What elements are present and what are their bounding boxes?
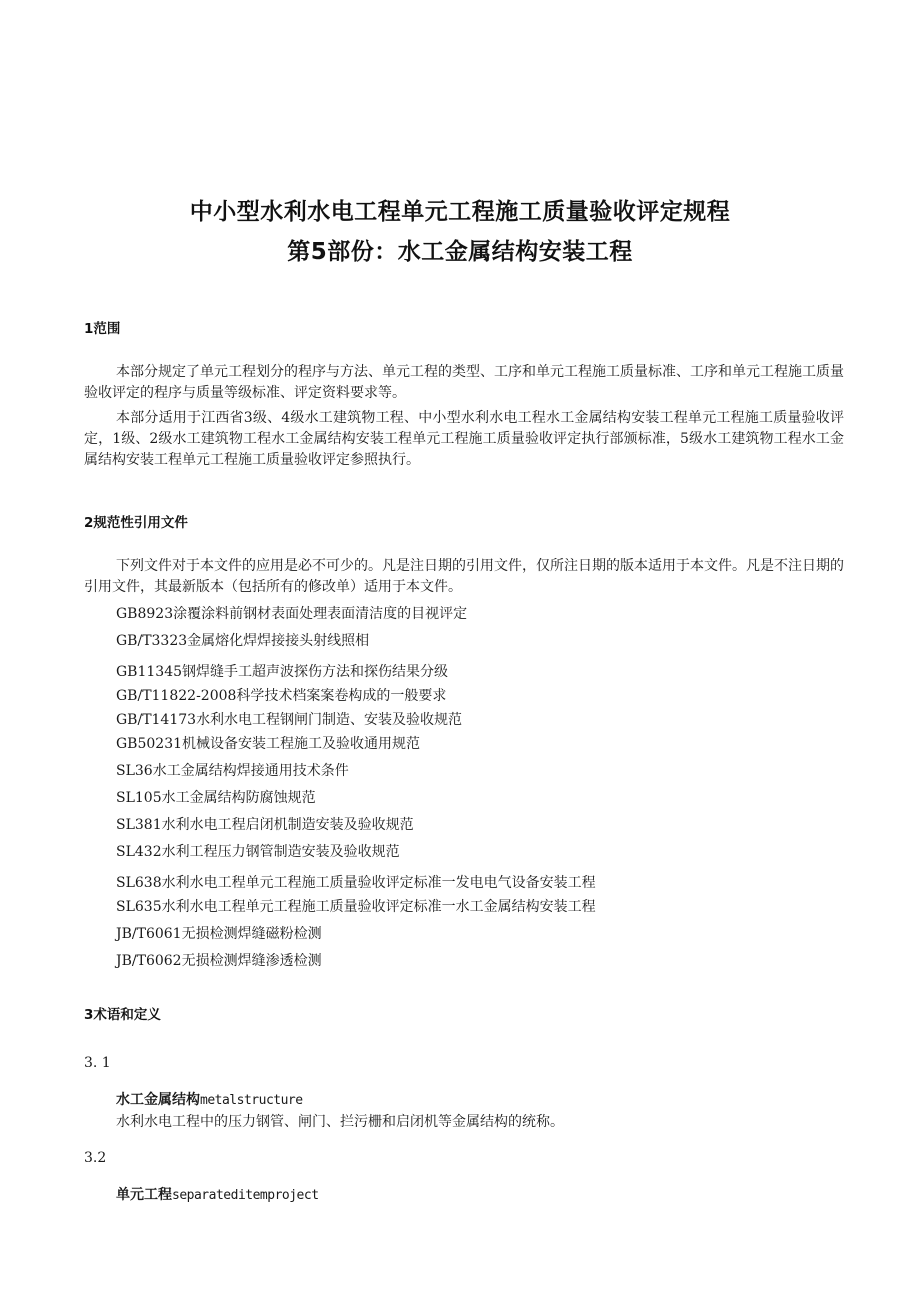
scope-paragraph-1: 本部分规定了单元工程划分的程序与方法、单元工程的类型、工序和单元工程施工质量标准、工序和单元工程施工质量验收评定的程序与质量等级标准、评定资料要求等。 [84, 364, 844, 401]
term-english: metalstructure [200, 1093, 303, 1108]
reference-item: GB/T3323金属熔化焊焊接接头射线照相 [116, 633, 370, 649]
term-chinese: 水工金属结构 [116, 1092, 200, 1108]
reference-item: SL105水工金属结构防腐蚀规范 [116, 790, 316, 806]
reference-item: GB/T14173水利水电工程钢闸门制造、安装及验收规范 [116, 712, 463, 728]
reference-item: JB/T6062无损检测焊缝渗透检测 [116, 953, 322, 969]
reference-item: SL36水工金属结构焊接通用技术条件 [116, 763, 349, 779]
term-entry [116, 1184, 319, 1204]
scope-paragraph-2: 本部分适用于江西省3级、4级水工建筑物工程、中小型水利水电工程水工金属结构安装工程单元工程施工质量验收评定，1级、2级水工建筑物工程水工金属结构安装工程单元工程施工质量验收评定执行部颁标准，5级水工建筑物工程水工金属结构安装工程单元工程施工质量验收评定参照执行。 [84, 410, 844, 468]
section-heading-normative-references: 2规范性引用文件 [84, 515, 188, 531]
reference-item: SL635水利水电工程单元工程施工质量验收评定标准一水工金属结构安装工程 [116, 899, 596, 915]
term-entry [116, 1089, 303, 1109]
clause-number: 3. 1 [84, 1055, 111, 1071]
term-definition: 水利水电工程中的压力钢管、闸门、拦污栅和启闭机等金属结构的统称。 [116, 1114, 564, 1130]
reference-item: GB8923涂覆涂料前钢材表面处理表面清洁度的目视评定 [116, 606, 468, 622]
reference-item: GB11345钢焊缝手工超声波探伤方法和探伤结果分级 [116, 664, 449, 680]
section-heading-terms: 3术语和定义 [84, 1007, 161, 1023]
clause-number: 3.2 [84, 1150, 107, 1166]
term-english: separateditemproject [172, 1188, 319, 1203]
reference-item: SL381水利水电工程启闭机制造安装及验收规范 [116, 817, 414, 833]
reference-item: SL432水利工程压力钢管制造安装及验收规范 [116, 844, 400, 860]
reference-item: JB/T6061无损检测焊缝磁粉检测 [116, 926, 322, 942]
reference-item: GB/T11822-2008科学技术档案案卷构成的一般要求 [116, 688, 447, 704]
reference-item: GB50231机械设备安装工程施工及验收通用规范 [116, 736, 421, 752]
document-subtitle: 第5部份：水工金属结构安装工程 [287, 239, 633, 265]
document-title: 中小型水利水电工程单元工程施工质量验收评定规程 [189, 199, 731, 225]
section-heading-scope: 1范围 [84, 321, 121, 337]
reference-item: SL638水利水电工程单元工程施工质量验收评定标准一发电电气设备安装工程 [116, 875, 596, 891]
term-chinese: 单元工程 [116, 1187, 172, 1203]
normative-references-intro: 下列文件对于本文件的应用是必不可少的。凡是注日期的引用文件，仅所注日期的版本适用于本文件。凡是不注日期的引用文件，其最新版本（包括所有的修改单）适用于本文件。 [84, 558, 844, 595]
